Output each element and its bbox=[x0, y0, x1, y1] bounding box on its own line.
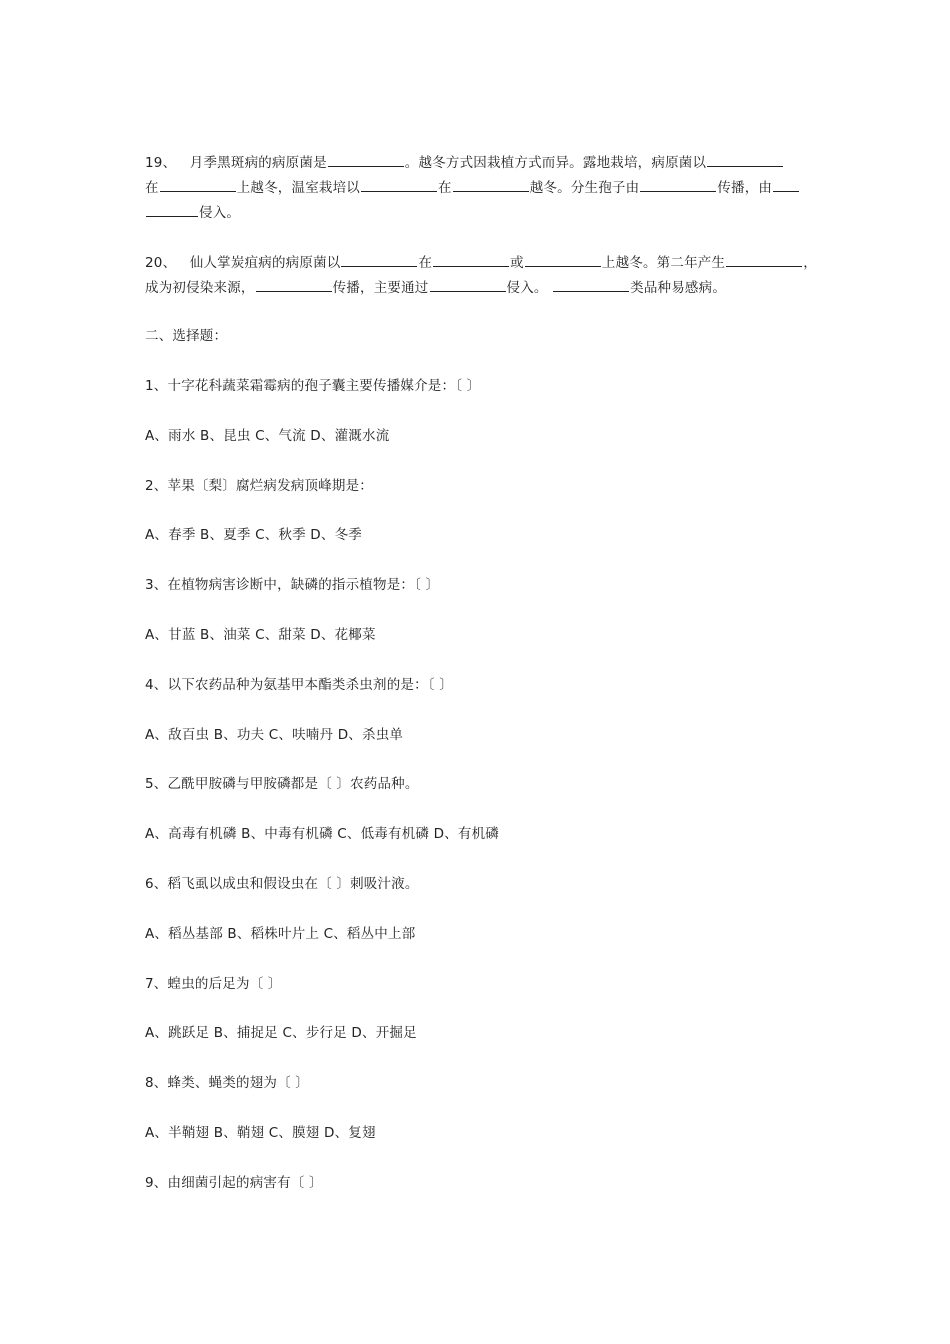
question-2: 2、苹果〔梨〕腐烂病发病顶峰期是： bbox=[145, 478, 373, 494]
q19-text: 侵入。 bbox=[199, 205, 241, 221]
question-9: 9、由细菌引起的病害有〔 〕 bbox=[145, 1175, 323, 1191]
options-2: A、春季 B、夏季 C、秋季 D、冬季 bbox=[145, 527, 362, 543]
answer-blank[interactable] bbox=[361, 177, 437, 192]
answer-blank[interactable] bbox=[640, 177, 716, 192]
q20-text: 仙人掌炭疽病的病原菌以 bbox=[189, 255, 341, 271]
options-1: A、雨水 B、昆虫 C、气流 D、灌溉水流 bbox=[145, 428, 390, 444]
answer-blank[interactable] bbox=[707, 152, 783, 167]
answer-blank[interactable] bbox=[146, 202, 198, 217]
options-7: A、跳跃足 B、捕捉足 C、步行足 D、开掘足 bbox=[145, 1025, 417, 1041]
question-3: 3、在植物病害诊断中，缺磷的指示植物是：〔 〕 bbox=[145, 577, 440, 593]
options-4: A、敌百虫 B、功夫 C、呋喃丹 D、杀虫单 bbox=[145, 727, 404, 743]
section-title: 二、选择题： bbox=[145, 328, 228, 344]
q19-text: 传播，由 bbox=[717, 180, 773, 196]
answer-blank[interactable] bbox=[453, 177, 529, 192]
q20-line-2 bbox=[145, 277, 825, 298]
options-6: A、稻丛基部 B、稻株叶片上 C、稻丛中上部 bbox=[145, 926, 416, 942]
q20-text: 传播，主要通过 bbox=[332, 280, 429, 296]
q19-line-3 bbox=[145, 202, 825, 223]
q19-line-1 bbox=[145, 152, 825, 173]
answer-blank[interactable] bbox=[433, 252, 509, 267]
q20-text: 或 bbox=[510, 255, 524, 271]
q20-text: ， bbox=[803, 255, 817, 271]
question-4: 4、以下农药品种为氨基甲本酯类杀虫剂的是：〔 〕 bbox=[145, 677, 453, 693]
answer-blank[interactable] bbox=[430, 277, 506, 292]
options-3: A、甘蓝 B、油菜 C、甜菜 D、花椰菜 bbox=[145, 627, 376, 643]
q20-text: 侵入。 bbox=[506, 280, 548, 296]
q20-number: 20、 bbox=[145, 255, 177, 271]
q19-text: 月季黑斑病的病原菌是 bbox=[189, 155, 327, 171]
q19-text: 。越冬方式因栽植方式而异。露地栽培，病原菌以 bbox=[404, 155, 707, 171]
answer-blank[interactable] bbox=[160, 177, 236, 192]
answer-blank[interactable] bbox=[773, 177, 799, 192]
q19-text: 上越冬，温室栽培以 bbox=[236, 180, 361, 196]
options-8: A、半鞘翅 B、鞘翅 C、膜翅 D、复翅 bbox=[145, 1125, 376, 1141]
options-5: A、高毒有机磷 B、中毒有机磷 C、低毒有机磷 D、有机磷 bbox=[145, 826, 499, 842]
question-5: 5、乙酰甲胺磷与甲胺磷都是〔 〕农药品种。 bbox=[145, 776, 419, 792]
q19-text: 越冬。分生孢子由 bbox=[529, 180, 640, 196]
q19-line-2 bbox=[145, 177, 825, 198]
q20-text: 在 bbox=[418, 255, 433, 271]
question-7: 7、蝗虫的后足为〔 〕 bbox=[145, 976, 282, 992]
q20-line-1 bbox=[145, 252, 825, 273]
answer-blank[interactable] bbox=[525, 252, 601, 267]
q20-text: 类品种易感病。 bbox=[630, 280, 727, 296]
answer-blank[interactable] bbox=[726, 252, 802, 267]
question-8: 8、蜂类、蝇类的翅为〔 〕 bbox=[145, 1075, 309, 1091]
answer-blank[interactable] bbox=[328, 152, 404, 167]
answer-blank[interactable] bbox=[256, 277, 332, 292]
q20-text: 上越冬。第二年产生 bbox=[601, 255, 726, 271]
q19-text: 在 bbox=[438, 180, 452, 196]
q20-text: 成为初侵染来源， bbox=[145, 280, 255, 296]
question-1: 1、十字花科蔬菜霜霉病的孢子囊主要传播媒介是：〔 〕 bbox=[145, 378, 481, 394]
answer-blank[interactable] bbox=[553, 277, 629, 292]
q19-number: 19、 bbox=[145, 155, 177, 171]
answer-blank[interactable] bbox=[341, 252, 417, 267]
q19-text: 在 bbox=[145, 180, 159, 196]
question-6: 6、稻飞虱以成虫和假设虫在〔 〕刺吸汁液。 bbox=[145, 876, 419, 892]
